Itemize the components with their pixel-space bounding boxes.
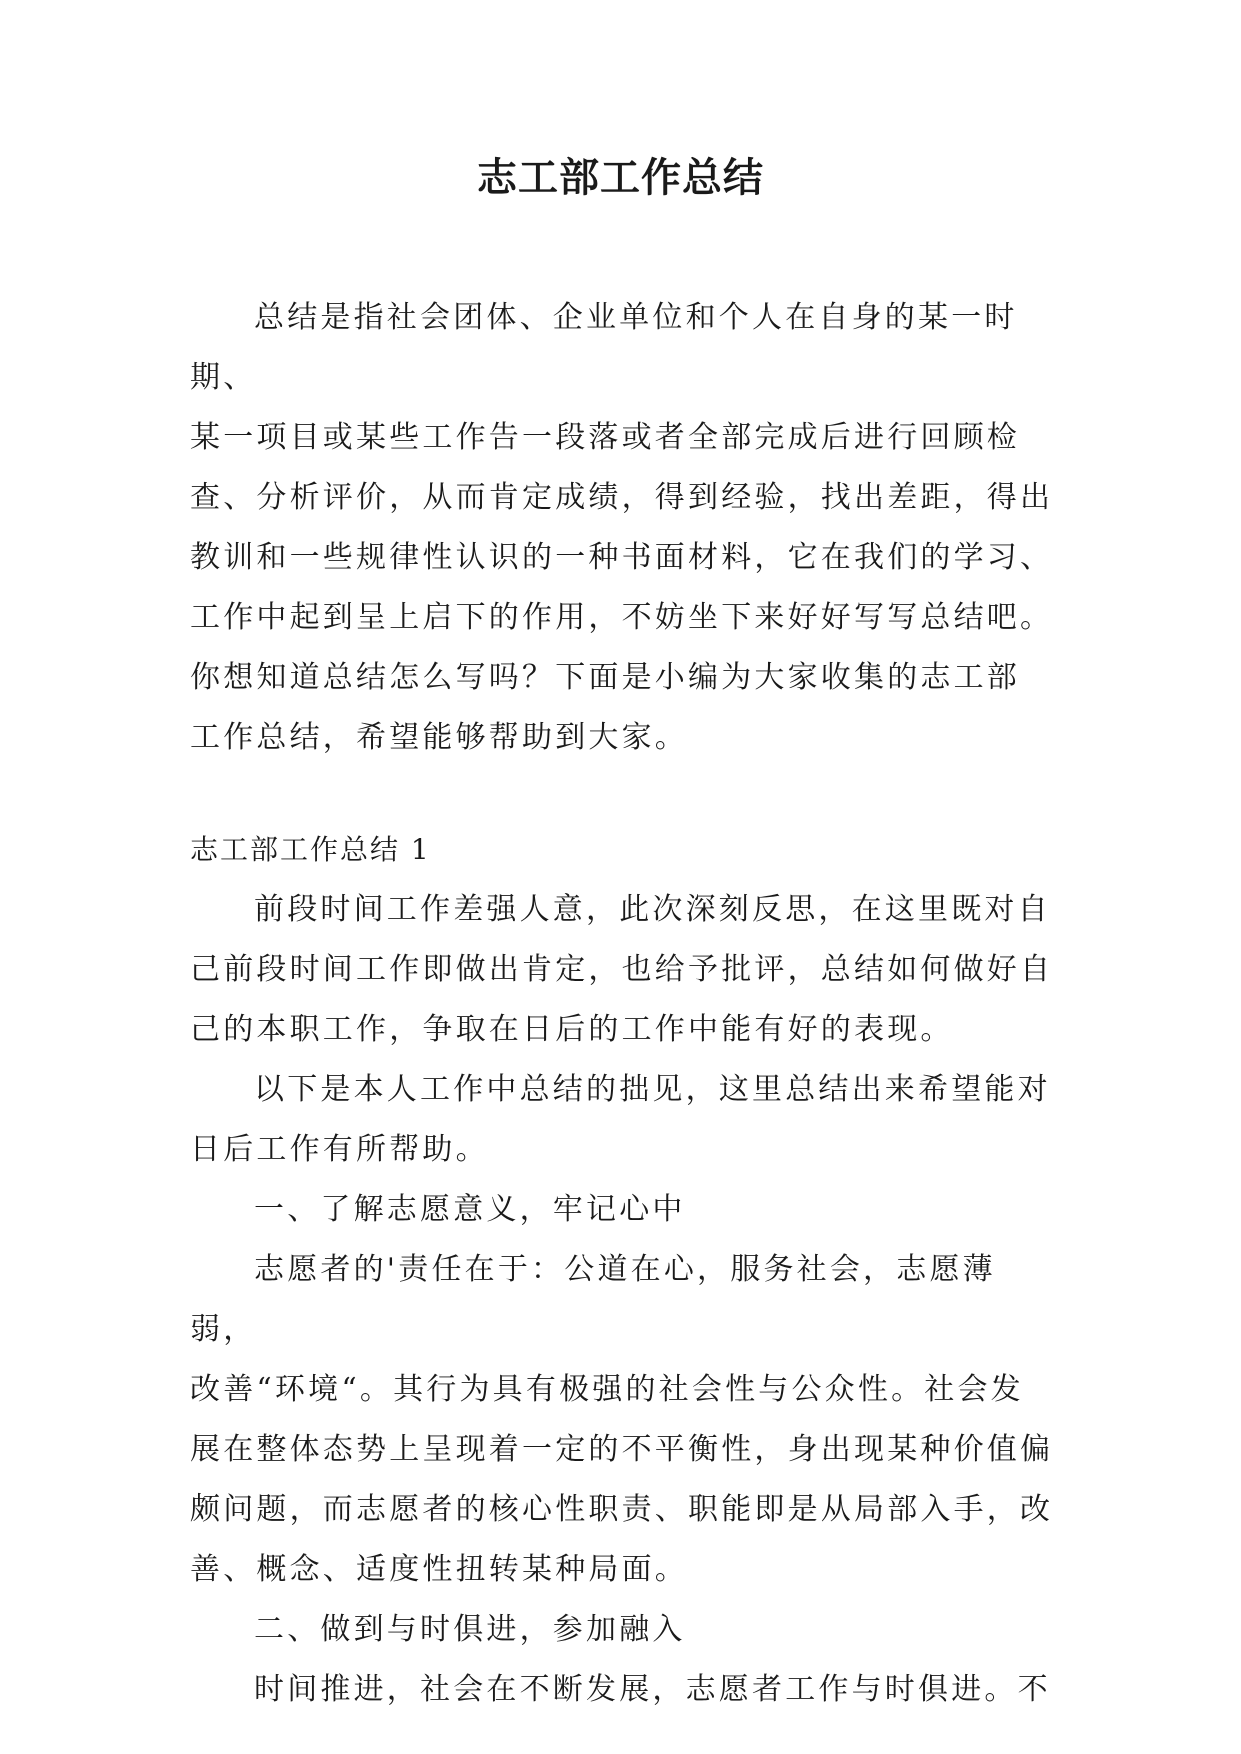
spacer	[190, 768, 1060, 820]
text-line: 查、分析评价，从而肯定成绩，得到经验，找出差距，得出	[190, 480, 1054, 515]
text-line: 某一项目或某些工作告一段落或者全部完成后进行回顾检	[190, 420, 1020, 455]
text-line: 教训和一些规律性认识的一种书面材料，它在我们的学习、	[190, 540, 1054, 575]
document-body	[190, 288, 1060, 1720]
text-line: 时间推进，社会在不断发展，志愿者工作与时俱进。不	[254, 1672, 1051, 1707]
text-line: 前段时间工作差强人意，此次深刻反思，在这里既对自	[254, 892, 1051, 927]
body-paragraph	[190, 1060, 1060, 1180]
body-paragraph	[190, 1660, 1060, 1720]
text-line: 日后工作有所帮助。	[190, 1132, 489, 1167]
text-line: 己前段时间工作即做出肯定，也给予批评，总结如何做好自	[190, 952, 1054, 987]
intro-paragraph	[190, 288, 1060, 768]
text-line: 你想知道总结怎么写吗？下面是小编为大家收集的志工部	[190, 660, 1020, 695]
section-heading: 志工部工作总结 1	[190, 833, 431, 866]
text-line: 以下是本人工作中总结的拙见，这里总结出来希望能对	[254, 1072, 1051, 1107]
text-line: 工作中起到呈上启下的作用，不妨坐下来好好写写总结吧。	[190, 600, 1054, 635]
text-line: 改善“环境“。其行为具有极强的社会性与公众性。社会发	[190, 1372, 1024, 1407]
point-heading	[190, 1600, 1060, 1660]
point-heading	[190, 1180, 1060, 1240]
text-line: 志愿者的'责任在于：公道在心，服务社会，志愿薄弱，	[190, 1252, 996, 1347]
text-line: 二、做到与时俱进，参加融入	[254, 1612, 686, 1647]
text-line: 一、了解志愿意义，牢记心中	[254, 1192, 686, 1227]
text-line: 颇问题，而志愿者的核心性职责、职能即是从局部入手，改	[190, 1492, 1054, 1527]
text-line: 总结是指社会团体、企业单位和个人在自身的某一时期、	[190, 300, 1018, 395]
text-line: 工作总结，希望能够帮助到大家。	[190, 720, 688, 755]
document-title: 志工部工作总结	[477, 154, 764, 201]
text-line: 善、概念、适度性扭转某种局面。	[190, 1552, 688, 1587]
text-line: 己的本职工作，争取在日后的工作中能有好的表现。	[190, 1012, 954, 1047]
text-line: 展在整体态势上呈现着一定的不平衡性，身出现某种价值偏	[190, 1432, 1054, 1467]
body-paragraph	[190, 880, 1060, 1060]
body-paragraph	[190, 1240, 1060, 1600]
